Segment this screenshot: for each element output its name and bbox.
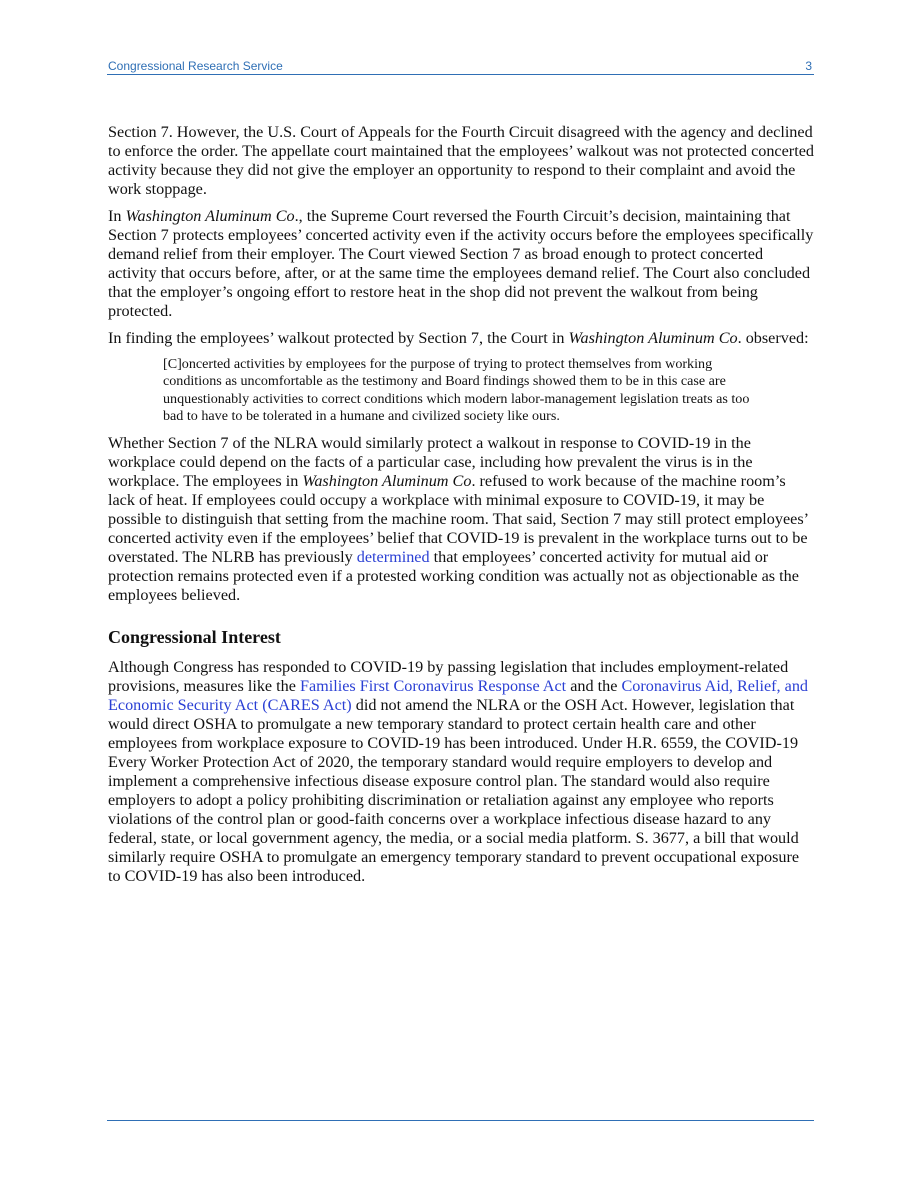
page-number: 3 <box>805 59 812 73</box>
link-determined[interactable]: determined <box>356 547 430 566</box>
paragraph-1: Section 7. However, the U.S. Court of Appeals for the Fourth Circuit disagreed with the agency and declined to enforce the order. The appellate court maintained that the employees’ walkout was not protected concerted activity because they did not give the employer an opportunity to respond to their complaint and avoid the work stoppage. <box>108 123 814 198</box>
case-name: Washington Aluminum Co <box>125 207 295 225</box>
text-segment: . refused to work because of the machine room’s lack of heat. If employees could occupy a workplace with minimal exposure to COVID-19, it may be possible to distinguish that setting from the machine room. That said, Section 7 may still protect employees’ concerted activity even if the employees’ belief that COVID-19 is prevalent in the workplace turns out to be overstated. The NLRB has previously <box>108 471 808 566</box>
text-segment: that employees’ concerted activity for mutual aid or protection remains protected even if a protested working condition was actually not as objectionable as the employees believed. <box>108 547 799 604</box>
text-segment: did not amend the NLRA or the OSH Act. However, legislation that would direct OSHA to promulgate a new temporary standard to protect certain health care and other employees from workplace exposure to COVID-19 has been introduced. Under H.R. 6559, the COVID-19 Every Worker Protection Act of 2020, the temporary standard would require employers to develop and implement a comprehensive infectious disease exposure control plan. The standard would also require employers to adopt a policy prohibiting discrimination or retaliation against any employee who reports violations of the control plan or good-faith concerns over a workplace infectious disease hazard to any federal, state, or local government agency, the media, or a social media platform. S. 3677, a bill that would similarly require OSHA to promulgate an emergency temporary standard to prevent occupational exposure to COVID-19 has also been introduced. <box>108 695 800 885</box>
text-segment: Whether Section 7 of the NLRA would similarly protect a walkout in response to COVID-19 in the workplace could depend on the facts of a particular case, including how prevalent the virus is in the workplace. The employees in <box>108 433 753 490</box>
paragraph-5 <box>108 658 814 886</box>
case-name: Washington Aluminum Co <box>302 471 472 490</box>
paragraph-2 <box>108 207 814 321</box>
block-quote: [C]oncerted activities by employees for the purpose of trying to protect themselves from working conditions as uncomfortable as the testimony and Board findings showed them to be in this case are unquestionably activities to correct conditions which modern labor-management legislation treats as too bad to have to be tolerated in a humane and civilized society like ours. <box>163 356 750 425</box>
page-header <box>107 58 814 75</box>
section-heading: Congressional Interest <box>108 626 281 647</box>
link-cares-act[interactable]: Coronavirus Aid, Relief, and Economic Security Act (CARES Act) <box>108 676 809 714</box>
text-segment: . observed: <box>737 329 809 347</box>
link-families-first-act[interactable]: Families First Coronavirus Response Act <box>299 676 567 695</box>
case-name: Washington Aluminum Co <box>568 329 738 347</box>
footer-rule <box>107 1120 814 1121</box>
text-segment: ., the Supreme Court reversed the Fourth Circuit’s decision, maintaining that Section 7 protects employees’ concerted activity even if the activity occurs before the employees specifically demand relief from their employer. The Court viewed Section 7 as broad enough to protect concerted activity that occurs before, after, or at the same time the employees demand relief. The Court also concluded that the employer’s ongoing effort to restore heat in the shop did not prevent the walkout from being protected. <box>108 207 814 320</box>
header-org: Congressional Research Service <box>108 59 283 73</box>
paragraph-4 <box>108 434 814 605</box>
text-segment: and the <box>566 676 622 695</box>
paragraph-3 <box>108 329 814 348</box>
text-segment: Although Congress has responded to COVID-19 by passing legislation that includes employment-related provisions, measures like the <box>108 657 789 695</box>
text-segment: In finding the employees’ walkout protected by Section 7, the Court in <box>108 329 569 347</box>
text-segment: In <box>108 207 126 225</box>
document-body <box>108 123 814 894</box>
